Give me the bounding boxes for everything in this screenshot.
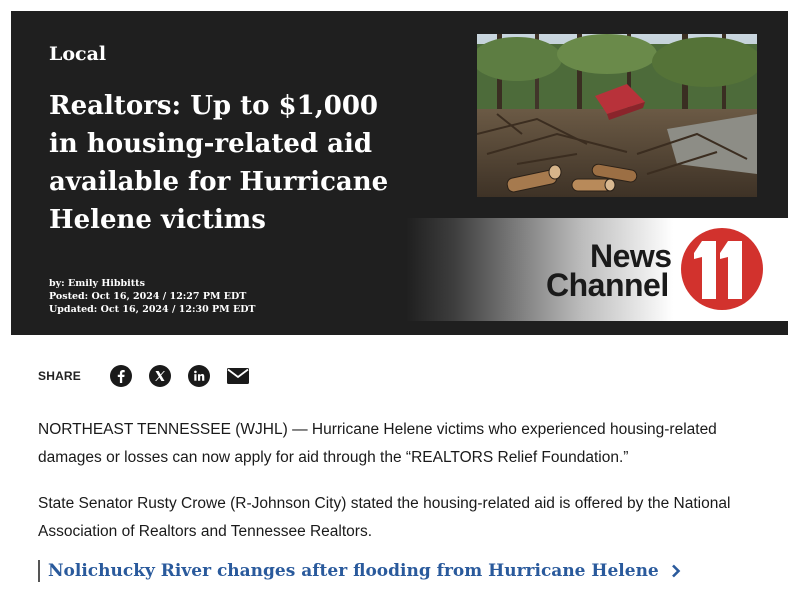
facebook-icon[interactable] <box>109 364 133 388</box>
linkedin-icon[interactable] <box>187 364 211 388</box>
logo-word-channel: Channel <box>546 267 669 303</box>
logo-11-badge <box>680 227 764 311</box>
byline: by: Emily Hibbitts <box>49 278 145 289</box>
hero-photo <box>477 34 757 197</box>
station-logo <box>406 218 799 321</box>
logo-word-news: News <box>590 238 672 274</box>
body-paragraph-1: NORTHEAST TENNESSEE (WJHL) — Hurricane Helene victims who experienced housing-related damages or losses can now apply for aid through the “REALTORS Relief Foundation.” <box>38 421 717 466</box>
related-divider <box>38 560 40 582</box>
article-headline: Realtors: Up to $1,000 in housing-related aid available for Hurricane Helene victims <box>49 91 389 235</box>
posted-date: Posted: Oct 16, 2024 / 12:27 PM EDT <box>49 291 247 302</box>
section-label[interactable]: Local <box>49 43 107 65</box>
chevron-right-icon[interactable] <box>671 564 681 578</box>
related-article <box>38 556 681 586</box>
share-label: SHARE <box>38 369 82 383</box>
updated-date: Updated: Oct 16, 2024 / 12:30 PM EDT <box>49 304 256 315</box>
x-icon[interactable] <box>148 364 172 388</box>
body-paragraph-2: State Senator Rusty Crowe (R-Johnson City) stated the housing-related aid is offered by the National Association of Realtors and Tennessee Realtors. <box>38 495 731 540</box>
related-article-link[interactable]: Nolichucky River changes after flooding from Hurricane Helene <box>48 561 659 581</box>
email-icon[interactable] <box>226 364 250 388</box>
share-bar <box>38 362 265 390</box>
storm-debris-image <box>477 34 757 197</box>
article-hero <box>11 11 788 335</box>
article-meta <box>49 277 256 316</box>
